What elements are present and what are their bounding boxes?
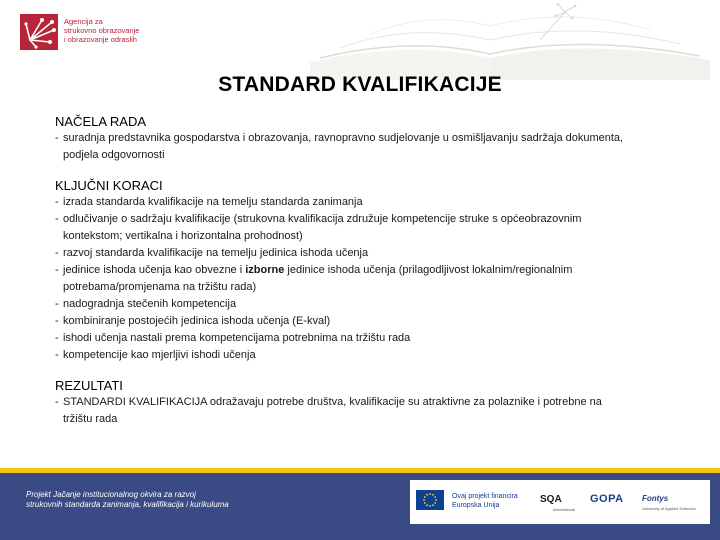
section-nacela	[55, 114, 685, 164]
eu-line: Europska Unija	[452, 502, 500, 509]
project-description	[26, 490, 229, 510]
list-item-text: kombiniranje postojećih jedinica ishoda učenja (E-kval)	[63, 315, 331, 327]
starburst-icon	[20, 14, 62, 52]
footer-stripe	[0, 468, 720, 473]
list-item-text: STANDARDI KVALIFIKACIJA odražavaju potrebe društva, kvalifikacije su atraktivne za polaznike i potrebne na	[63, 396, 602, 408]
agency-name-line: Agencija za	[64, 17, 103, 26]
project-line: Projekt Jačanje institucionalnog okvira za razvoj	[26, 490, 196, 499]
fontys-logo: Fontys	[642, 494, 669, 503]
agency-name	[64, 17, 139, 44]
section-heading: KLJUČNI KORACI	[55, 178, 163, 193]
section-heading: REZULTATI	[55, 378, 123, 393]
eu-line: Ovaj projekt financira	[452, 493, 518, 500]
list-item: - kombiniranje postojećih jedinica ishoda učenja (E-kval)	[55, 315, 331, 327]
list-item-continuation: tržištu rada	[63, 413, 118, 425]
sqa-subtitle: International	[553, 507, 576, 512]
fontys-subtitle: University of Applied Sciences	[642, 506, 696, 511]
eu-funding-text	[452, 492, 518, 510]
list-item-continuation: kontekstom; vertikalna i horizontalna prohodnost)	[63, 230, 303, 242]
list-item-text: izrada standarda kvalifikacije na temelju standarda zanimanja	[63, 196, 363, 208]
list-item-continuation: podjela odgovornosti	[63, 149, 165, 161]
list-item: - kompetencije kao mjerljivi ishodi učenja	[55, 349, 256, 361]
list-item-continuation: potrebama/promjenama na tržištu rada)	[63, 281, 257, 293]
list-item-text: jedinice ishoda učenja (prilagodljivost lokalnim/regionalnim	[284, 264, 573, 276]
footer-banner	[0, 468, 720, 540]
list-item-text: nadogradnja stečenih kompetencija	[63, 298, 237, 310]
list-item-text: kompetencije kao mjerljivi ishodi učenja	[63, 349, 256, 361]
list-item-text: jedinice ishoda učenja kao obvezne i	[63, 264, 246, 276]
partner-logos	[410, 480, 710, 524]
project-line: strukovnih standarda zanimanja, kvalifikacija i kurikuluma	[26, 500, 229, 509]
agency-name-line: i obrazovanje odraslih	[64, 35, 137, 44]
section-heading: NAČELA RADA	[55, 114, 147, 129]
eu-flag-icon	[416, 490, 444, 510]
sqa-logo: SQA	[540, 494, 562, 505]
main-content	[55, 114, 685, 442]
list-item: - STANDARDI KVALIFIKACIJA odražavaju potrebe društva, kvalifikacije su atraktivne za polaznike i potrebne na	[55, 396, 602, 408]
list-item: - nadogradnja stečenih kompetencija	[55, 298, 237, 310]
list-item: - ishodi učenja nastali prema kompetencijama potrebnima na tržištu rada	[55, 332, 411, 344]
list-item: - odlučivanje o sadržaju kvalifikacije (strukovna kvalifikacija združuje kompetencije struke s općeobrazovnim	[55, 213, 582, 225]
section-rezultati	[55, 378, 685, 428]
emphasis-text: izborne	[245, 264, 285, 276]
list-item: - suradnja predstavnika gospodarstva i obrazovanja, ravnopravno sudjelovanje u osmišljavanju sadržaja dokumenta,	[55, 132, 624, 144]
agency-logo	[20, 14, 170, 54]
gopa-logo: GOPA	[590, 493, 624, 505]
list-item-text: ishodi učenja nastali prema kompetencijama potrebnima na tržištu rada	[63, 332, 411, 344]
list-item-text: razvoj standarda kvalifikacije na temelju jedinica ishoda učenja	[63, 247, 369, 259]
list-item-text: suradnja predstavnika gospodarstva i obrazovanja, ravnopravno sudjelovanje u osmišljavanju sadržaja dokumenta,	[63, 132, 624, 144]
list-item: - izrada standarda kvalifikacije na temelju standarda zanimanja	[55, 196, 363, 208]
page-title: STANDARD KVALIFIKACIJE	[218, 73, 502, 96]
list-item: - razvoj standarda kvalifikacije na temelju jedinica ishoda učenja	[55, 247, 369, 259]
agency-name-line: strukovno obrazovanje	[64, 26, 140, 35]
open-book-illustration	[290, 0, 720, 80]
section-koraci	[55, 178, 685, 364]
list-item-text: odlučivanje o sadržaju kvalifikacije (strukovna kvalifikacija združuje kompetencije struke s općeobrazovnim	[63, 213, 582, 225]
list-item: - jedinice ishoda učenja kao obvezne i izborne jedinice ishoda učenja (prilagodljivost lokalnim/regionalnim	[55, 264, 573, 276]
